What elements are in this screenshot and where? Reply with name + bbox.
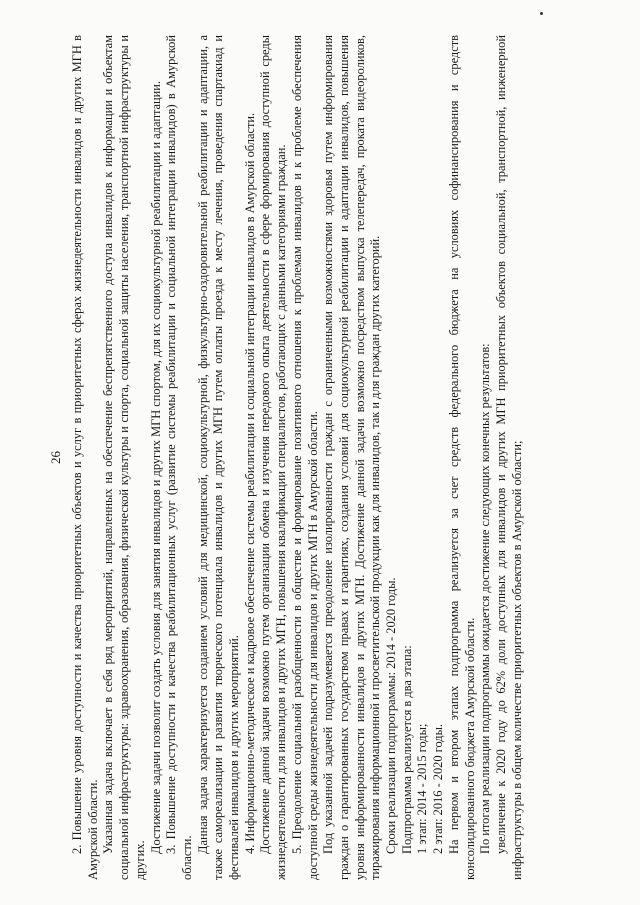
document-body	[70, 35, 525, 880]
paragraph: Под указанной задачей подразумевается преодоление изолированности граждан с ограниченными возможностями здоровья путем информирования граждан о гарантированных государством правах и гарантиях, создания условий для социокультурной реабилитации и адаптации инвалидов, повышения уровня информированности инвалидов и других МГН. Достижение данной задачи возможно посредством выпуска телепередач, проката видеороликов, тиражирования информационной и просветительской продукции как для инвалидов, так и для граждан других категорий.	[321, 35, 383, 880]
paragraph: Достижение задачи позволит создать условия для занятия инвалидов и других МГН спортом, для их социокультурной реабилитации и адаптации.	[148, 80, 163, 854]
paragraph: По итогам реализации подпрограммы ожидается достижение следующих конечных результатов:	[478, 343, 493, 854]
paragraph: 2. Повышение уровня доступности и качества приоритетных объектов и услуг в приоритетных сферах жизнедеятельности инвалидов и других МГН в Амурской области.	[70, 35, 100, 880]
page-number: 26	[48, 451, 63, 464]
paragraph: увеличение к 2020 году до 62% доли доступных для инвалидов и других МГН приоритетных объектов социальной, транспортной, инженерной инфраструктуры в общем количестве приоритетных объектов в Амурской области;	[493, 35, 524, 880]
paragraph: Подпрограмма реализуется в два этапа:	[399, 645, 414, 854]
paragraph: Указанная задача включает в себя ряд мероприятий, направленных на обеспечение беспрепятственного доступа инвалидов к информации и объектам социальной инфраструктуры: здравоохранения, образования, физической культуры и спорта, социальной защиты населения, транспортной инфраструктуры и других.	[101, 35, 147, 880]
paragraph: 1 этап: 2014 - 2015 годы;	[415, 723, 430, 854]
scan-speck	[540, 12, 543, 15]
paragraph: 4. Информационно-методическое и кадровое обеспечение системы реабилитации и социальной интеграции инвалидов в Амурской области.	[242, 112, 257, 854]
rotated-text-block	[48, 35, 588, 880]
paragraph: Сроки реализации подпрограммы: 2014 - 2020 годы.	[384, 577, 399, 854]
paragraph: Данная задача характеризуется созданием условий для медицинской, социокультурной, физкультурно-оздоровительной реабилитации и адаптации, а также самореализации и развития творческого потенциала инвалидов и других МГН путем оплаты проезда к месту лечения, проведения спартакиад и фестивалей инвалидов и других мероприятий.	[195, 35, 242, 880]
paragraph: 3. Повышение доступности и качества реабилитационных услуг (развитие системы реабилитации и социальной интеграции инвалидов) в Амурской области.	[164, 35, 194, 880]
paragraph: Достижение данной задачи возможно путем организации обмена и изучения передового опыта деятельности в сфере формирования доступной среды жизнедеятельности для инвалидов и других МГН, повышения квалификации специалистов, работающих с данными категориями граждан.	[258, 35, 289, 880]
paragraph: На первом и втором этапах подпрограмма реализуется за счет средств федерального бюджета на условиях софинансирования и средств консолидированного бюджета Амурской области.	[446, 35, 477, 880]
paragraph: 5. Преодоление социальной разобщенности в обществе и формирование позитивного отношения к проблемам инвалидов и к проблеме обеспечения доступной среды жизнедеятельности для инвалидов и других МГН в Амурской области.	[289, 35, 320, 880]
paragraph: 2 этап: 2016 - 2020 годы.	[431, 723, 446, 854]
